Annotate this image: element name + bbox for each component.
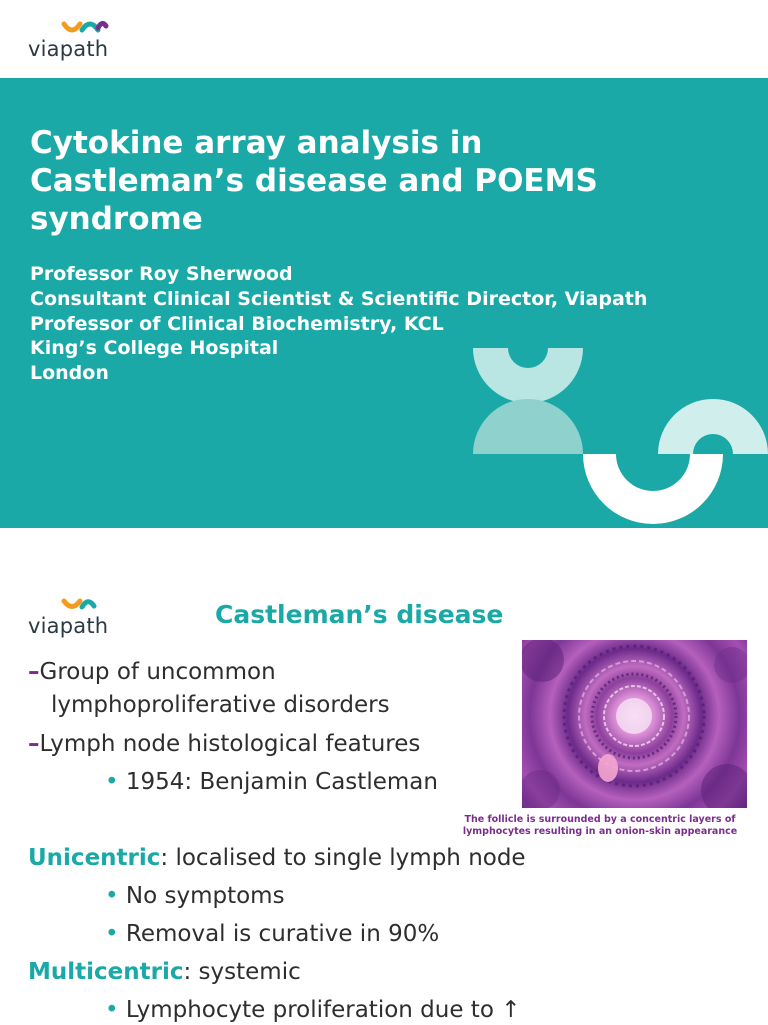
author-city: London <box>30 362 109 385</box>
caption-line: lymphocytes resulting in an onion-skin appearance <box>462 826 738 837</box>
viapath-logo-mark <box>60 16 110 38</box>
bullet-text: Lymphocyte proliferation due to ↑ <box>125 997 521 1023</box>
image-caption <box>440 814 760 838</box>
viapath-logo <box>24 16 114 64</box>
multicentric-line <box>28 957 301 987</box>
author-role: Professor of Clinical Biochemistry, KCL <box>30 312 444 335</box>
slide-title: Castleman’s disease <box>215 600 504 629</box>
author-role: Consultant Clinical Scientist & Scientific Director, Viapath <box>30 287 648 310</box>
bullet-item <box>28 729 420 759</box>
bullet-item <box>28 657 276 687</box>
unicentric-description: : localised to single lymph node <box>160 845 526 871</box>
title-line: Castleman’s disease and POEMS <box>30 163 598 199</box>
viapath-logo <box>24 594 114 642</box>
bullet-text-continued: lymphoproliferative disorders <box>51 692 390 718</box>
multicentric-keyword: Multicentric <box>28 959 184 985</box>
bullet-text: 1954: Benjamin Castleman <box>125 769 438 795</box>
viapath-logo-text: viapath <box>28 614 109 638</box>
multicentric-description: : systemic <box>183 959 301 985</box>
author-name: Professor Roy Sherwood <box>30 263 293 285</box>
sub-bullet-item <box>105 995 520 1025</box>
dot-marker: • <box>105 921 119 947</box>
dot-marker: • <box>105 997 119 1023</box>
unicentric-keyword: Unicentric <box>28 845 161 871</box>
viapath-logo-text: viapath <box>28 37 109 61</box>
histology-texture <box>522 640 747 808</box>
title-line: Cytokine array analysis in <box>30 125 483 161</box>
author-block <box>30 262 750 386</box>
sub-bullet-item <box>105 881 285 911</box>
dot-marker: • <box>105 769 119 795</box>
sub-bullet-item <box>105 767 438 797</box>
author-institution: King’s College Hospital <box>30 337 279 360</box>
viapath-logo-mark <box>60 594 100 614</box>
sub-bullet-item <box>105 919 439 949</box>
caption-line: The follicle is surrounded by a concentric layers of <box>464 814 736 825</box>
dash-marker: – <box>28 659 40 685</box>
dot-marker: • <box>105 883 119 909</box>
bullet-text: Lymph node histological features <box>39 731 421 757</box>
title-line: syndrome <box>30 201 203 237</box>
dash-marker: – <box>28 731 40 757</box>
presentation-title <box>30 124 730 238</box>
bullet-text: No symptoms <box>125 883 285 909</box>
unicentric-line <box>28 843 526 873</box>
bullet-text: Group of uncommon <box>39 659 276 685</box>
histology-image <box>522 640 747 808</box>
bullet-text: Removal is curative in 90% <box>125 921 440 947</box>
